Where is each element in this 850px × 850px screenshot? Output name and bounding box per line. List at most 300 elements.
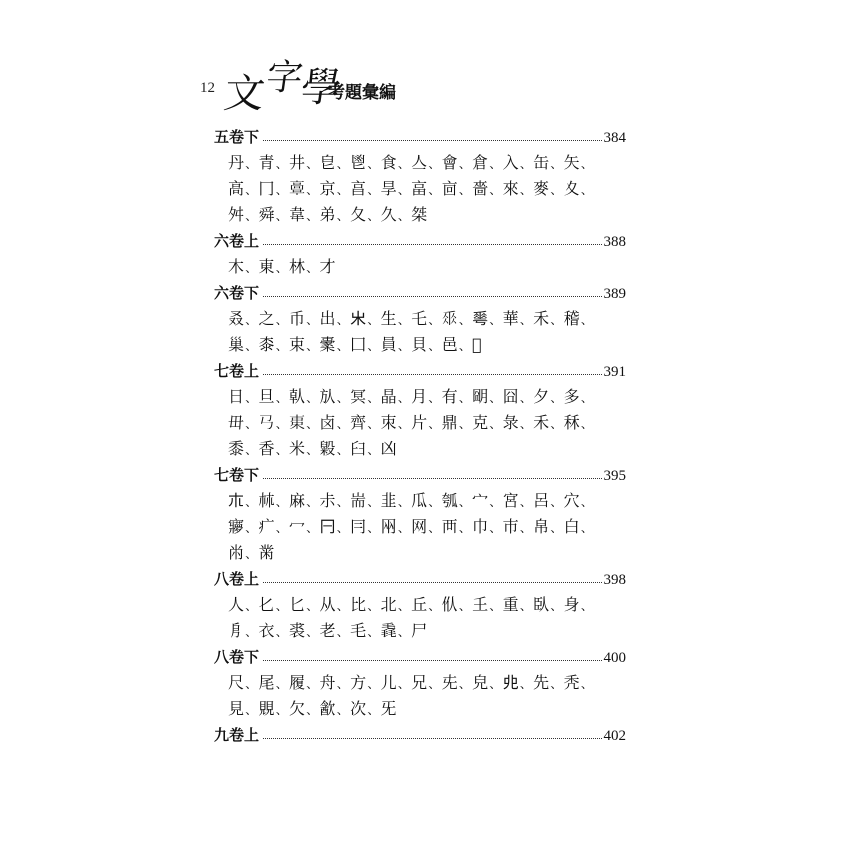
separator-mark: 、: [489, 183, 502, 197]
toc-entry[interactable]: [214, 124, 626, 150]
radical-character: 冖: [289, 517, 306, 536]
radical-character: 齊: [350, 413, 367, 432]
toc-entry[interactable]: [214, 462, 626, 488]
separator-mark: 、: [519, 313, 533, 327]
radical-character: 京: [319, 179, 337, 198]
radical-character: 秃: [563, 673, 581, 692]
separator-mark: 、: [306, 209, 319, 223]
separator-mark: 、: [367, 391, 380, 405]
radical-character: 皃: [472, 673, 489, 692]
radical-character: 邑: [441, 335, 459, 354]
separator-mark: 、: [336, 703, 350, 717]
separator-mark: 、: [275, 157, 289, 171]
separator-mark: 、: [306, 313, 319, 327]
separator-mark: 、: [245, 443, 258, 457]
separator-mark: 、: [367, 625, 380, 639]
radical-character: 食: [380, 153, 398, 172]
radical-character: 韭: [380, 491, 398, 510]
character-list-line: [214, 384, 626, 410]
radical-character: 衣: [258, 621, 276, 640]
character-list-line: [214, 540, 626, 566]
radical-character: 裘: [289, 621, 306, 640]
separator-mark: 、: [580, 183, 594, 197]
radical-character: 毳: [380, 621, 398, 640]
character-list-line: [214, 696, 626, 722]
radical-character: 麻: [289, 491, 306, 510]
radical-character: 片: [411, 413, 428, 432]
separator-mark: 、: [550, 495, 563, 509]
radical-character: 㐺: [441, 595, 459, 614]
separator-mark: 、: [367, 521, 380, 535]
separator-mark: 、: [275, 521, 289, 535]
radical-character: 冃: [350, 517, 367, 536]
radical-character: 老: [319, 621, 337, 640]
dot-leader: [263, 582, 601, 583]
radical-character: 亼: [411, 153, 428, 172]
toc-entry-title: 七卷上: [214, 362, 260, 380]
separator-mark: 、: [336, 313, 350, 327]
separator-mark: 、: [275, 703, 289, 717]
book-title-calligraphy: 文字學: [221, 56, 343, 117]
radical-character: 尺: [228, 673, 245, 692]
toc-entry[interactable]: [214, 280, 626, 306]
radical-character: 瓜: [411, 491, 428, 510]
separator-mark: 、: [367, 313, 380, 327]
radical-character: 㒳: [380, 517, 398, 536]
radical-character: 生: [380, 309, 398, 328]
separator-mark: 、: [428, 495, 441, 509]
separator-mark: 、: [275, 599, 289, 613]
character-list-line: [214, 436, 626, 462]
radical-character: 亯: [350, 179, 367, 198]
radical-character: 𠔼: [319, 517, 337, 536]
separator-mark: 、: [306, 521, 319, 535]
radical-character: 冂: [258, 179, 276, 198]
radical-character: 彔: [502, 413, 520, 432]
separator-mark: 、: [519, 677, 533, 691]
separator-mark: 、: [275, 417, 289, 431]
radical-character: 身: [563, 595, 581, 614]
separator-mark: 、: [428, 677, 441, 691]
separator-mark: 、: [336, 391, 350, 405]
toc-entry[interactable]: [214, 228, 626, 254]
radical-character: 嗇: [472, 179, 489, 198]
separator-mark: 、: [489, 495, 502, 509]
toc-entry-page: 398: [603, 572, 626, 588]
separator-mark: 、: [306, 339, 319, 353]
radical-character: 囧: [502, 387, 520, 406]
radical-character: 有: [441, 387, 459, 406]
radical-character: 宮: [502, 491, 520, 510]
radical-character: 夂: [350, 205, 367, 224]
separator-mark: 、: [428, 391, 441, 405]
radical-character: 缶: [533, 153, 550, 172]
separator-mark: 、: [336, 339, 350, 353]
separator-mark: 、: [306, 677, 319, 691]
radical-character: 叒: [228, 309, 245, 328]
radical-character: 先: [533, 673, 550, 692]
separator-mark: 、: [275, 391, 289, 405]
toc-entry-title: 八卷上: [214, 570, 260, 588]
separator-mark: 、: [428, 313, 441, 327]
separator-mark: 、: [489, 599, 502, 613]
separator-mark: 、: [306, 157, 319, 171]
separator-mark: 、: [367, 209, 380, 223]
radical-character: 貝: [411, 335, 428, 354]
separator-mark: 、: [580, 495, 594, 509]
separator-mark: 、: [336, 183, 350, 197]
radical-character: 乇: [411, 309, 428, 328]
radical-character: 兂: [441, 673, 459, 692]
radical-character: 桼: [258, 335, 276, 354]
separator-mark: 、: [489, 677, 502, 691]
radical-character: 夊: [563, 179, 581, 198]
radical-character: 克: [472, 413, 489, 432]
separator-mark: 、: [306, 625, 319, 639]
radical-character: 畗: [411, 179, 428, 198]
separator-mark: 、: [428, 339, 441, 353]
separator-mark: 、: [428, 183, 441, 197]
radical-character: 呂: [533, 491, 550, 510]
separator-mark: 、: [489, 157, 502, 171]
separator-mark: 、: [367, 677, 380, 691]
separator-mark: 、: [367, 417, 380, 431]
radical-character: 丹: [228, 153, 245, 172]
separator-mark: 、: [580, 157, 594, 171]
radical-character: 臥: [533, 595, 550, 614]
separator-mark: 、: [458, 183, 472, 197]
separator-mark: 、: [458, 339, 472, 353]
separator-mark: 、: [275, 495, 289, 509]
page-header: [200, 50, 500, 117]
dot-leader: [263, 738, 601, 739]
separator-mark: 、: [580, 417, 594, 431]
separator-mark: 、: [245, 261, 258, 275]
separator-mark: 、: [245, 677, 258, 691]
separator-mark: 、: [306, 599, 319, 613]
toc-entry-page: 402: [603, 728, 626, 744]
separator-mark: 、: [306, 417, 319, 431]
separator-mark: 、: [245, 703, 258, 717]
radical-character: 尾: [258, 673, 276, 692]
radical-character: 㡀: [228, 543, 245, 562]
separator-mark: 、: [428, 599, 441, 613]
separator-mark: 、: [519, 599, 533, 613]
radical-character: 耑: [350, 491, 367, 510]
radical-character: 𠂹: [441, 309, 459, 328]
character-list-line: [214, 410, 626, 436]
toc-entry-page: 395: [603, 468, 626, 484]
radical-character: 宀: [472, 491, 489, 510]
dot-leader: [263, 374, 601, 375]
separator-mark: 、: [336, 599, 350, 613]
separator-mark: 、: [275, 677, 289, 691]
separator-mark: 、: [550, 313, 563, 327]
separator-mark: 、: [397, 599, 411, 613]
radical-character: 𩫏: [289, 179, 306, 198]
separator-mark: 、: [306, 495, 319, 509]
radical-character: 北: [380, 595, 398, 614]
separator-mark: 、: [458, 677, 472, 691]
radical-character: 㐭: [441, 179, 459, 198]
radical-character: 匕: [289, 595, 306, 614]
toc-entry-title: 六卷下: [214, 284, 260, 302]
radical-character: 巢: [228, 335, 245, 354]
radical-character: 𨛜: [472, 335, 483, 354]
radical-character: 舟: [319, 673, 337, 692]
radical-character: 𠌶: [472, 309, 489, 328]
separator-mark: 、: [367, 703, 380, 717]
separator-mark: 、: [580, 677, 594, 691]
radical-character: 𣐺: [289, 413, 306, 432]
radical-character: 𡈼: [472, 595, 489, 614]
separator-mark: 、: [397, 417, 411, 431]
separator-mark: 、: [245, 495, 258, 509]
separator-mark: 、: [275, 443, 289, 457]
toc-entry-page: 389: [603, 286, 626, 302]
radical-character: 巿: [502, 517, 520, 536]
separator-mark: 、: [397, 157, 411, 171]
radical-character: 林: [289, 257, 306, 276]
separator-mark: 、: [245, 313, 258, 327]
radical-character: 東: [258, 257, 276, 276]
toc-entry-page: 384: [603, 130, 626, 146]
character-list-line: [214, 306, 626, 332]
toc-entry[interactable]: [214, 566, 626, 592]
separator-mark: 、: [489, 313, 502, 327]
character-list-line: [214, 254, 626, 280]
separator-mark: 、: [245, 391, 258, 405]
separator-mark: 、: [367, 183, 380, 197]
toc-entry-title: 六卷上: [214, 232, 260, 250]
separator-mark: 、: [580, 521, 594, 535]
separator-mark: 、: [336, 209, 350, 223]
radical-character: 秝: [563, 413, 581, 432]
radical-character: 覞: [258, 699, 276, 718]
separator-mark: 、: [245, 157, 258, 171]
book-subtitle: 考題彙編: [328, 83, 396, 103]
radical-character: 日: [228, 387, 245, 406]
radical-character: 𠑹: [502, 673, 520, 692]
separator-mark: 、: [275, 313, 289, 327]
separator-mark: 、: [367, 443, 380, 457]
separator-mark: 、: [306, 391, 319, 405]
radical-character: 稽: [563, 309, 581, 328]
radical-character: 臼: [350, 439, 367, 458]
radical-character: 币: [289, 309, 306, 328]
radical-character: 弟: [319, 205, 337, 224]
radical-character: 㯻: [319, 335, 337, 354]
radical-character: 桀: [411, 205, 428, 224]
separator-mark: 、: [306, 183, 319, 197]
page-number: 12: [200, 80, 215, 96]
separator-mark: 、: [550, 599, 563, 613]
radical-character: 兄: [411, 673, 428, 692]
toc-entry-title: 九卷上: [214, 726, 260, 744]
radical-character: 晶: [380, 387, 398, 406]
separator-mark: 、: [550, 157, 563, 171]
radical-character: 鼎: [441, 413, 459, 432]
radical-character: 禾: [533, 309, 550, 328]
radical-character: 舛: [228, 205, 245, 224]
radical-character: 旦: [258, 387, 276, 406]
radical-character: 帛: [533, 517, 550, 536]
radical-character: 青: [258, 153, 276, 172]
radical-character: 从: [319, 595, 337, 614]
radical-character: 㐆: [228, 621, 245, 640]
separator-mark: 、: [245, 183, 258, 197]
toc-entry-title: 八卷下: [214, 648, 260, 666]
radical-character: 華: [502, 309, 520, 328]
separator-mark: 、: [458, 157, 472, 171]
radical-character: 員: [380, 335, 398, 354]
separator-mark: 、: [306, 703, 319, 717]
separator-mark: 、: [489, 417, 502, 431]
radical-character: 入: [502, 153, 520, 172]
radical-character: 之: [258, 309, 276, 328]
separator-mark: 、: [428, 521, 441, 535]
separator-mark: 、: [397, 183, 411, 197]
radical-character: 舜: [258, 205, 276, 224]
toc-entry[interactable]: [214, 644, 626, 670]
radical-character: 穴: [563, 491, 581, 510]
separator-mark: 、: [336, 417, 350, 431]
separator-mark: 、: [458, 521, 472, 535]
radical-character: 白: [563, 517, 581, 536]
separator-mark: 、: [550, 183, 563, 197]
radical-character: 比: [350, 595, 367, 614]
radical-character: 禾: [533, 413, 550, 432]
character-list-line: [214, 618, 626, 644]
radical-character: 𣏟: [258, 491, 276, 510]
separator-mark: 、: [397, 625, 411, 639]
radical-character: 毌: [228, 413, 245, 432]
character-list-line: [214, 514, 626, 540]
toc-entry-page: 391: [603, 364, 626, 380]
radical-character: 倝: [289, 387, 306, 406]
separator-mark: 、: [397, 339, 411, 353]
radical-character: 𢎘: [258, 413, 276, 432]
radical-character: 井: [289, 153, 306, 172]
radical-character: 朙: [472, 387, 489, 406]
radical-character: 丘: [411, 595, 428, 614]
separator-mark: 、: [580, 599, 594, 613]
radical-character: 重: [502, 595, 520, 614]
character-list-line: [214, 332, 626, 358]
separator-mark: 、: [245, 547, 258, 561]
radical-character: 巾: [472, 517, 489, 536]
dot-leader: [263, 140, 601, 141]
radical-character: 㱃: [319, 699, 337, 718]
separator-mark: 、: [550, 391, 563, 405]
separator-mark: 、: [458, 495, 472, 509]
radical-character: 高: [228, 179, 245, 198]
radical-character: 倉: [472, 153, 489, 172]
separator-mark: 、: [275, 209, 289, 223]
radical-character: 网: [411, 517, 428, 536]
dot-leader: [263, 244, 601, 245]
radical-character: 米: [289, 439, 306, 458]
separator-mark: 、: [519, 157, 533, 171]
separator-mark: 、: [519, 183, 533, 197]
radical-character: 夕: [533, 387, 550, 406]
separator-mark: 、: [428, 417, 441, 431]
character-list-line: [214, 202, 626, 228]
radical-character: 𠤎: [258, 595, 276, 614]
separator-mark: 、: [489, 391, 502, 405]
separator-mark: 、: [397, 209, 411, 223]
character-list-line: [214, 670, 626, 696]
radical-character: 卤: [319, 413, 337, 432]
radical-character: 毇: [319, 439, 337, 458]
toc-entry-title: 五卷下: [214, 128, 260, 146]
separator-mark: 、: [550, 521, 563, 535]
character-list-line: [214, 176, 626, 202]
separator-mark: 、: [275, 339, 289, 353]
radical-character: 香: [258, 439, 276, 458]
radical-character: 尗: [319, 491, 337, 510]
toc-entry[interactable]: [214, 358, 626, 384]
radical-character: 多: [563, 387, 581, 406]
separator-mark: 、: [489, 521, 502, 535]
separator-mark: 、: [306, 443, 319, 457]
character-list-line: [214, 488, 626, 514]
separator-mark: 、: [550, 677, 563, 691]
radical-character: 黍: [228, 439, 245, 458]
radical-character: 𣎵: [350, 309, 367, 328]
table-of-contents: [214, 124, 626, 748]
separator-mark: 、: [519, 391, 533, 405]
radical-character: 㫃: [319, 387, 337, 406]
separator-mark: 、: [336, 495, 350, 509]
separator-mark: 、: [397, 495, 411, 509]
separator-mark: 、: [336, 521, 350, 535]
radical-character: 人: [228, 595, 245, 614]
radical-character: 欠: [289, 699, 306, 718]
radical-character: 凶: [380, 439, 398, 458]
radical-character: 㫗: [380, 179, 398, 198]
separator-mark: 、: [397, 521, 411, 535]
separator-mark: 、: [397, 313, 411, 327]
toc-entry-title: 七卷下: [214, 466, 260, 484]
toc-entry[interactable]: [214, 722, 626, 748]
toc-entry-page: 388: [603, 234, 626, 250]
separator-mark: 、: [367, 599, 380, 613]
radical-character: 黹: [258, 543, 276, 562]
separator-mark: 、: [550, 417, 563, 431]
radical-character: 才: [319, 257, 337, 276]
separator-mark: 、: [245, 209, 258, 223]
separator-mark: 、: [367, 495, 380, 509]
separator-mark: 、: [428, 157, 441, 171]
separator-mark: 、: [458, 313, 472, 327]
separator-mark: 、: [336, 157, 350, 171]
radical-character: 皀: [319, 153, 337, 172]
radical-character: 毛: [350, 621, 367, 640]
radical-character: 瓠: [441, 491, 459, 510]
character-list-line: [214, 592, 626, 618]
radical-character: 朿: [380, 413, 398, 432]
radical-character: 履: [289, 673, 306, 692]
separator-mark: 、: [580, 391, 594, 405]
separator-mark: 、: [336, 677, 350, 691]
separator-mark: 、: [367, 339, 380, 353]
separator-mark: 、: [306, 261, 319, 275]
radical-character: 次: [350, 699, 367, 718]
separator-mark: 、: [245, 417, 258, 431]
separator-mark: 、: [275, 261, 289, 275]
separator-mark: 、: [519, 521, 533, 535]
